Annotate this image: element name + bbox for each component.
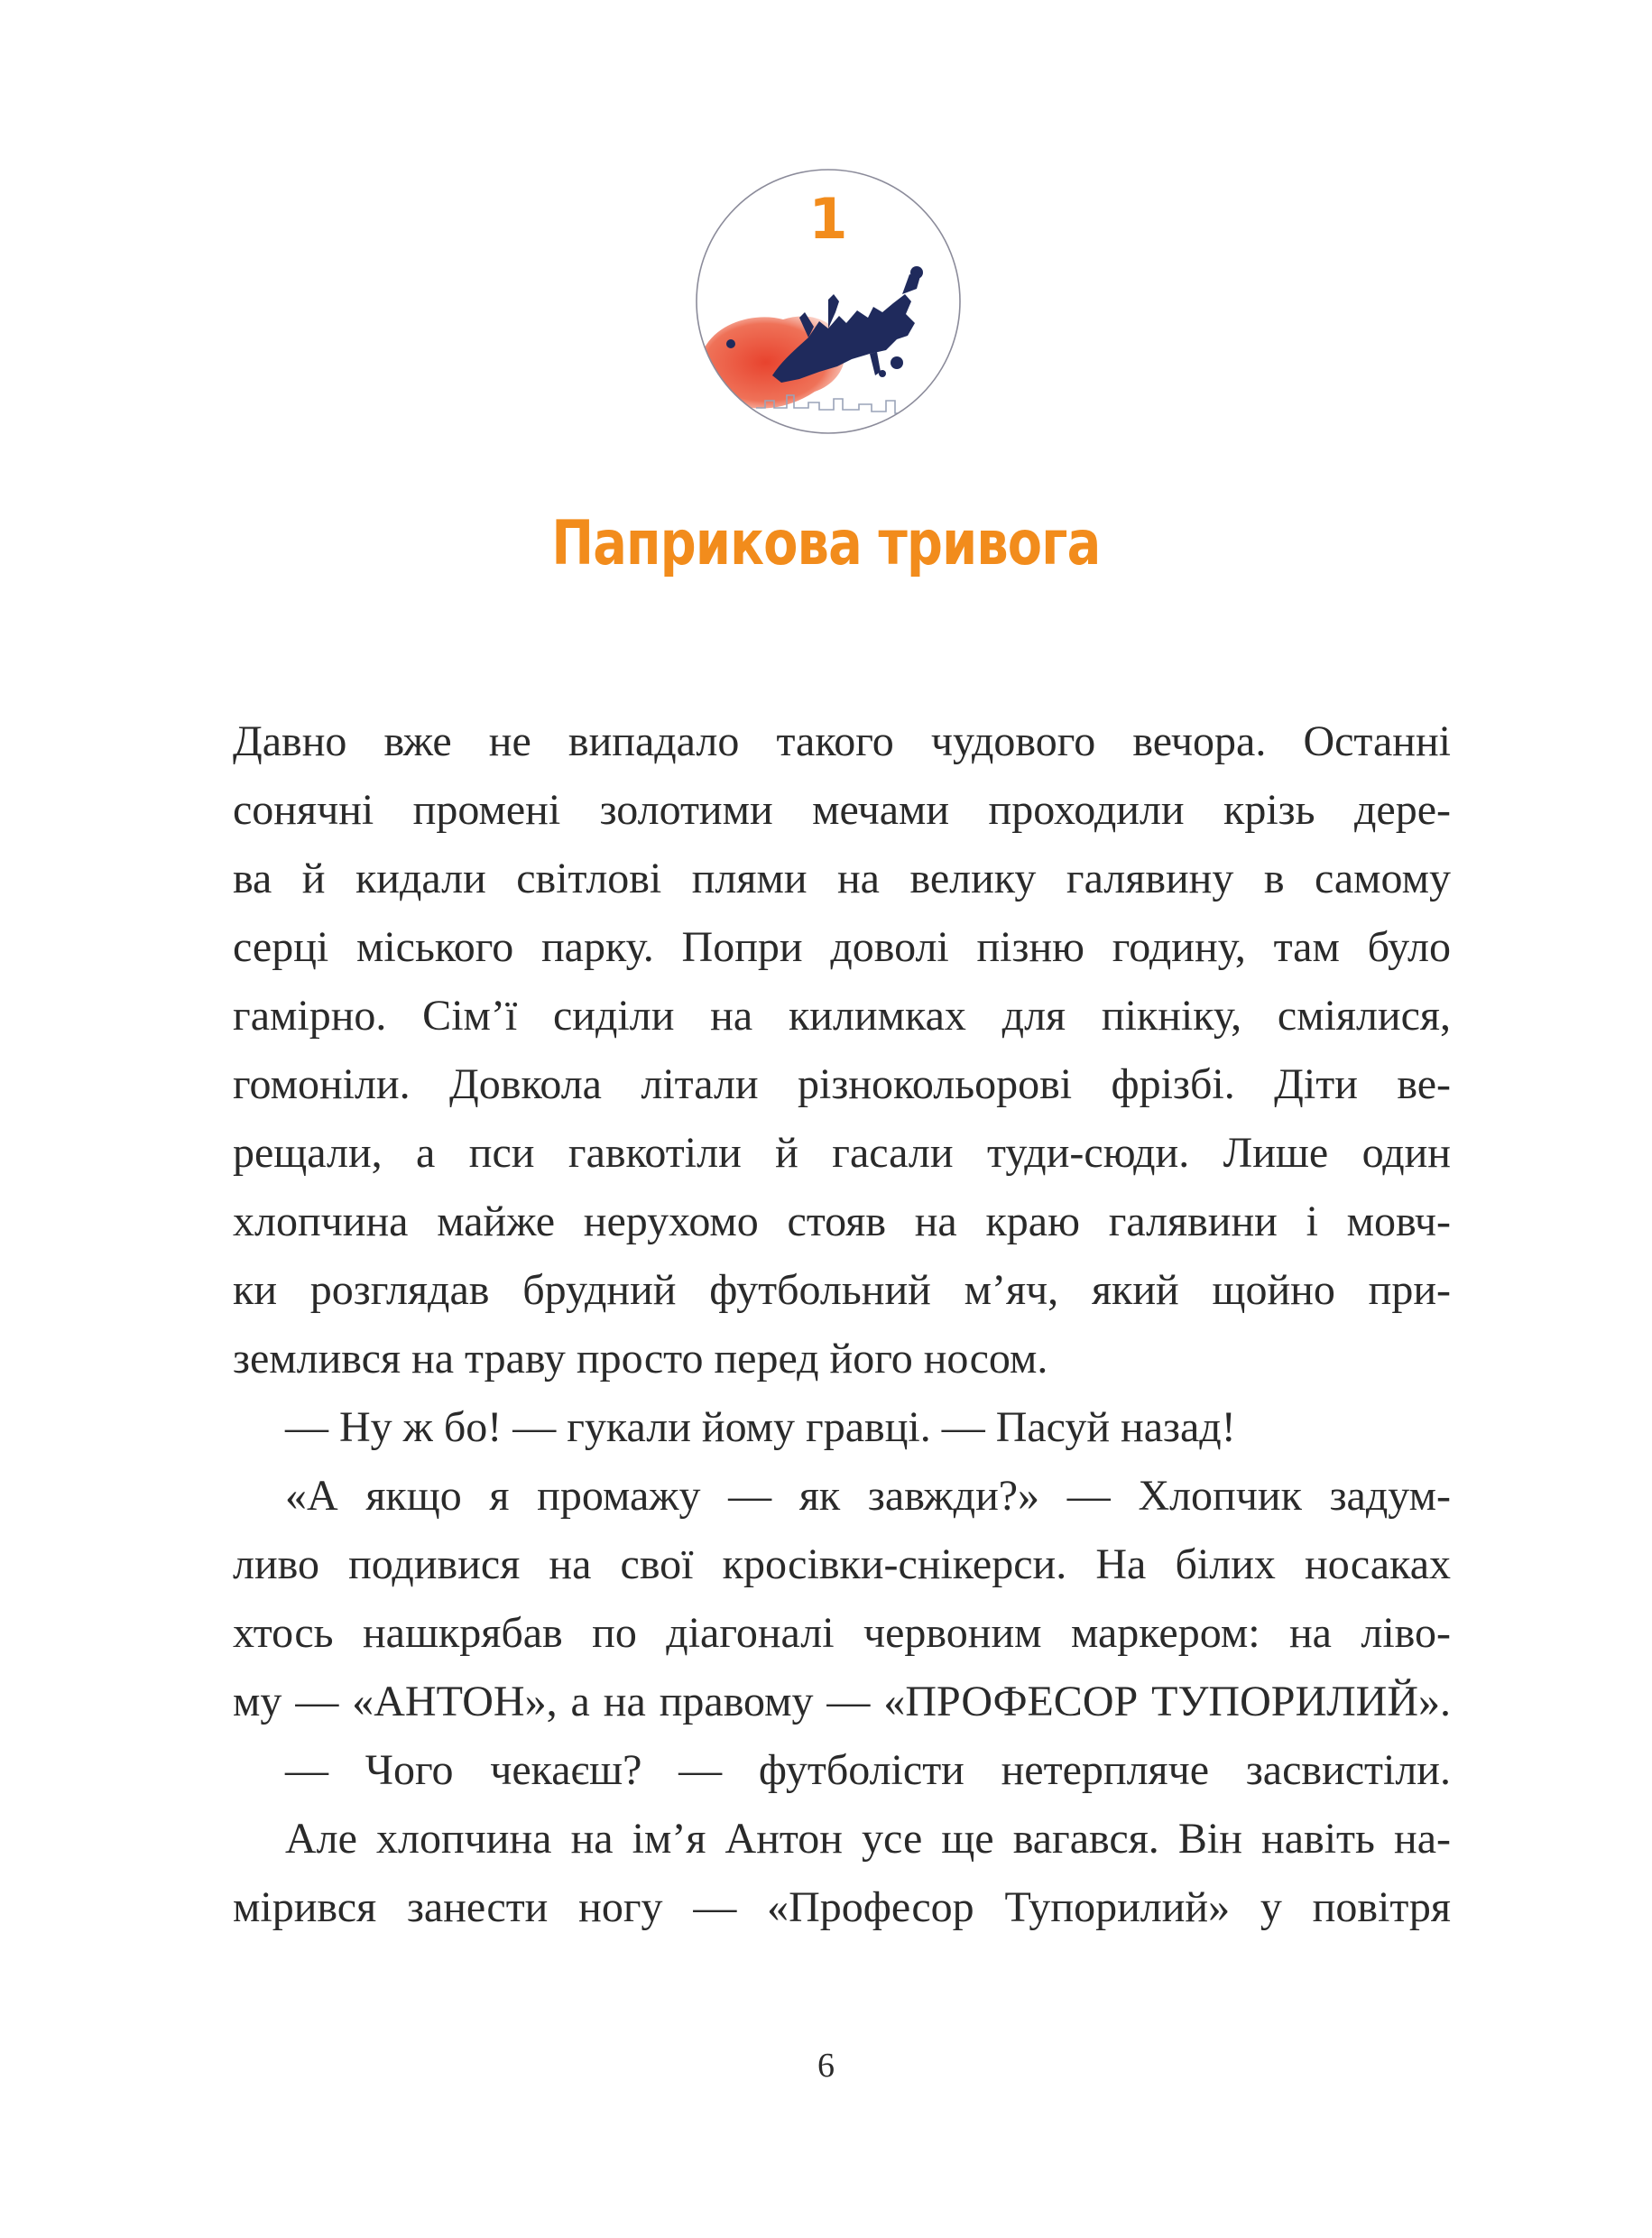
chapter-emblem-illustration: [693, 159, 964, 457]
text-line: Давно вже не випадало такого чудового вечора. Останні: [233, 717, 1451, 765]
chapter-title: Паприкова тривога: [551, 508, 1101, 579]
page-number: 6: [817, 2047, 835, 2085]
text-line: ва й кидали світлові плями на велику галявину в самому: [233, 855, 1451, 902]
chapter-emblem: [693, 159, 964, 457]
text-line: рещали, а пси гавкотіли й гасали туди-сюди. Лише один: [233, 1129, 1451, 1177]
text-line: сонячні промені золотими мечами проходили крізь дере-: [233, 786, 1451, 834]
text-line: мірився занести ногу — «Професор Тупорилий» у повітря: [233, 1883, 1451, 1931]
text-line: «А якщо я промажу — як завжди?» — Хлопчик задум-: [285, 1472, 1451, 1520]
text-line: хтось нашкрябав по діагоналі червоним маркером: на ліво-: [233, 1609, 1451, 1657]
text-line: ки розглядав брудний футбольний м’яч, який щойно при-: [233, 1266, 1451, 1314]
chapter-number: 1: [808, 186, 848, 252]
text-line: гамірно. Сім’ї сиділи на килимках для пікніку, сміялися,: [233, 992, 1451, 1040]
text-line: хлопчина майже нерухомо стояв на краю галявини і мовч-: [233, 1198, 1451, 1245]
text-line: серці міського парку. Попри доволі пізню годину, там було: [233, 923, 1451, 971]
text-line: ливо подивися на свої кросівки-снікерси. На білих носаках: [233, 1540, 1451, 1588]
text-line: — Ну ж бо! — гукали йому гравці. — Пасуй назад!: [285, 1403, 1236, 1451]
text-line: землився на траву просто перед його носом.: [233, 1335, 1048, 1383]
text-line: му — «АНТОН», а на правому — «ПРОФЕСОР ТУПОРИЛИЙ».: [233, 1678, 1451, 1725]
body-text: [233, 707, 1451, 1942]
text-line: гомоніли. Довкола літали різнокольорові фрізбі. Діти ве-: [233, 1060, 1451, 1108]
text-line: Але хлопчина на ім’я Антон усе ще вагався. Він навіть на-: [285, 1815, 1451, 1863]
text-line: — Чого чекаєш? — футболісти нетерпляче засвистіли.: [285, 1746, 1451, 1794]
